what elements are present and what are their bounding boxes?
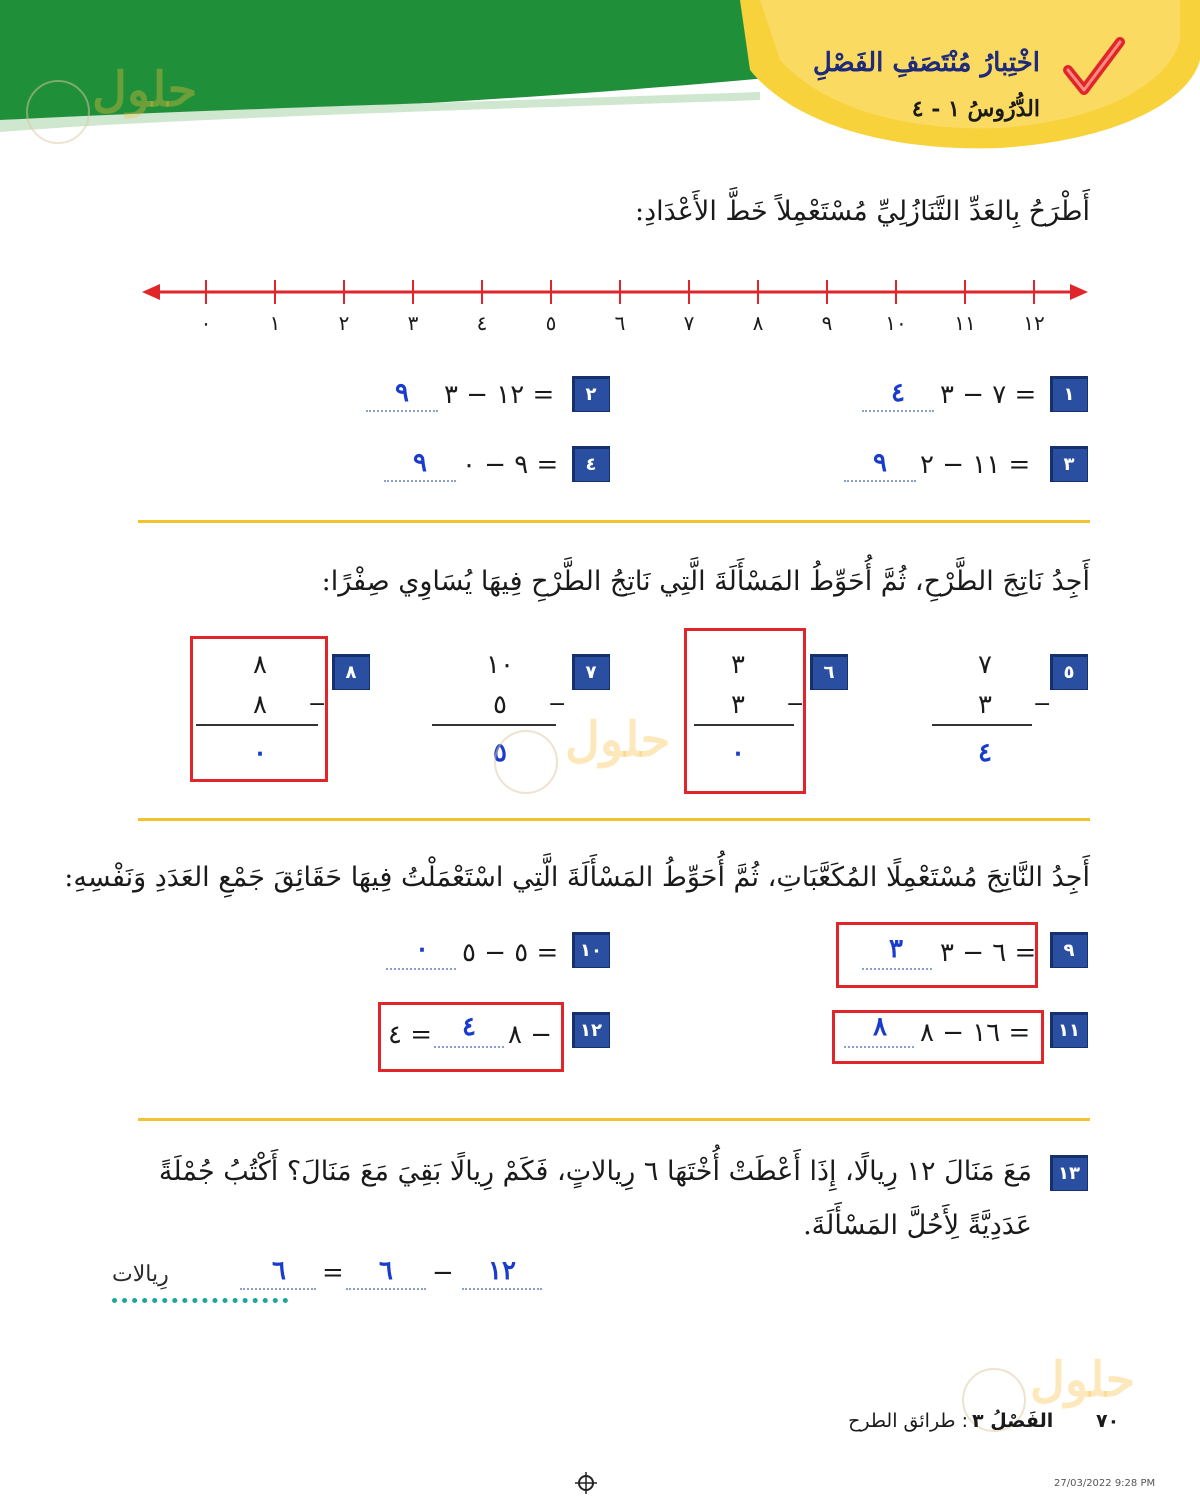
number-line-label: ٨ xyxy=(752,311,764,335)
question-number: ١٠ xyxy=(572,932,610,968)
question-number: ٩ xyxy=(1050,932,1088,968)
minuend: ٣ xyxy=(731,650,745,680)
answer-blank xyxy=(844,1046,914,1048)
chapter-label: الفَصْلُ ٣ xyxy=(972,1410,1054,1432)
answer: ٤ xyxy=(462,1012,476,1042)
number-line-label: ٢ xyxy=(338,311,350,335)
divider-3 xyxy=(138,1118,1090,1121)
watermark-logo-icon xyxy=(26,80,90,144)
wp-blank-b xyxy=(346,1288,426,1290)
watermark-text: حلول xyxy=(92,62,198,118)
number-line-label: ١ xyxy=(269,311,281,335)
wp-equals: = xyxy=(322,1258,344,1288)
answer-blank xyxy=(386,968,456,970)
question-number: ٣ xyxy=(1050,446,1088,482)
vertical-answer: ٤ xyxy=(978,738,992,768)
subtrahend: ٣ xyxy=(731,690,745,720)
watermark-text-middle: حلول xyxy=(565,712,671,768)
section1-instruction: أَطْرَحُ بِالعَدِّ التَّنَازُلِيِّ مُسْتَعْمِلاً خَطَّ الأَعْدَادِ: xyxy=(635,196,1090,227)
watermark-text-footer: حلول xyxy=(1030,1352,1136,1408)
number-line xyxy=(130,270,1100,350)
sum-line xyxy=(694,724,794,726)
question-number: ١٢ xyxy=(572,1012,610,1048)
question-number: ٨ xyxy=(332,654,370,690)
number-line-label: ٤ xyxy=(476,311,488,335)
number-line-label: ٦ xyxy=(614,311,626,335)
wp-result: ٦ xyxy=(272,1256,286,1286)
wp-blank-result xyxy=(240,1288,316,1290)
number-line-label: ١٠ xyxy=(885,311,907,335)
minus-sign: − xyxy=(548,692,567,717)
question-number: ٤ xyxy=(572,446,610,482)
divider-2 xyxy=(138,818,1090,821)
number-line-label: ١١ xyxy=(954,311,976,335)
page-number: ٧٠ xyxy=(1096,1410,1120,1432)
number-line-label: ٠ xyxy=(200,311,212,335)
question-expression-right: = ٤ xyxy=(388,1020,433,1050)
number-line-label: ٥ xyxy=(545,311,557,335)
wp-minus: − xyxy=(432,1258,454,1288)
left-arrow-icon xyxy=(142,284,160,300)
vertical-answer: ٠ xyxy=(253,738,267,768)
registration-mark-icon xyxy=(575,1472,597,1494)
question-number: ٦ xyxy=(810,654,848,690)
answer: ٩ xyxy=(873,448,887,478)
subtrahend: ٨ xyxy=(253,690,267,720)
minuend: ٨ xyxy=(253,650,267,680)
minus-sign: − xyxy=(786,692,805,717)
number-line-label: ٧ xyxy=(683,311,695,335)
minuend: ٧ xyxy=(978,650,992,680)
answer-blank xyxy=(862,410,934,412)
wp-number-a: ١٢ xyxy=(488,1256,516,1286)
question-expression: ٩ − ٠ = xyxy=(462,450,559,480)
sum-line xyxy=(932,724,1032,726)
answer: ٣ xyxy=(889,934,903,964)
subtrahend: ٣ xyxy=(978,690,992,720)
timestamp: 27/03/2022 9:28 PM xyxy=(1054,1478,1156,1489)
answer: ٩ xyxy=(395,378,409,408)
question-expression-left: ٨ − xyxy=(508,1020,553,1050)
number-line-label: ١٢ xyxy=(1023,311,1045,335)
question-expression: ١٦ − ٨ = xyxy=(920,1018,1031,1048)
page-title: اخْتِبارُ مُنْتَصَفِ الفَصْلِ xyxy=(812,48,1040,78)
vertical-answer: ٠ xyxy=(731,738,745,768)
wp-blank-a xyxy=(462,1288,542,1290)
wp-unit-underline xyxy=(112,1298,288,1303)
question-expression: ٥ − ٥ = xyxy=(462,938,559,968)
number-line-label: ٣ xyxy=(407,311,419,335)
question-number: ٥ xyxy=(1050,654,1088,690)
sum-line xyxy=(196,724,318,726)
question-expression: ٧ − ٣ = xyxy=(940,380,1037,410)
minuend: ١٠ xyxy=(486,650,514,680)
answer-blank xyxy=(844,480,916,482)
answer: ٠ xyxy=(415,934,429,964)
answer: ٨ xyxy=(873,1012,887,1042)
answer-blank xyxy=(434,1046,504,1048)
checkmark-icon xyxy=(1062,36,1126,98)
question-number: ١ xyxy=(1050,376,1088,412)
lessons-subtitle: الدُّرُوسُ ١ - ٤ xyxy=(911,96,1040,122)
question-number-13: ١٣ xyxy=(1050,1155,1088,1191)
right-arrow-icon xyxy=(1070,284,1088,300)
minus-sign: − xyxy=(308,692,327,717)
watermark-logo-icon-middle xyxy=(494,730,558,794)
question-expression: ١٢ − ٣ = xyxy=(444,380,555,410)
answer: ٩ xyxy=(413,448,427,478)
wp-unit: رِيالات xyxy=(112,1262,169,1287)
question-expression: ٦ − ٣ = xyxy=(940,938,1037,968)
question-number: ٢ xyxy=(572,376,610,412)
section3-instruction: أَجِدُ النَّاتِجَ مُسْتَعْمِلًا المُكَعَّبَاتِ، ثُمَّ أُحَوِّطُ المَسْأَلَةَ الَّتِي اسْتَعْمَلْتُ فِيهَا حَقَائِقَ جَمْعِ العَدَدِ وَنَفْسِهِ: xyxy=(64,862,1090,893)
subtrahend: ٥ xyxy=(493,690,507,720)
sum-line xyxy=(432,724,556,726)
answer-blank xyxy=(384,480,456,482)
number-line-label: ٩ xyxy=(821,311,833,335)
answer-blank xyxy=(366,410,438,412)
question-expression: ١١ − ٢ = xyxy=(920,450,1031,480)
wp-number-b: ٦ xyxy=(379,1256,393,1286)
answer: ٤ xyxy=(891,378,905,408)
question-number: ٧ xyxy=(572,654,610,690)
minus-sign: − xyxy=(1033,692,1052,717)
question-number: ١١ xyxy=(1050,1012,1088,1048)
answer-blank xyxy=(862,968,932,970)
vertical-answer: ٥ xyxy=(493,738,507,768)
section2-instruction: أَجِدُ نَاتِجَ الطَّرْحِ، ثُمَّ أُحَوِّطُ المَسْأَلَةَ الَّتِي نَاتِجُ الطَّرْحِ فِيهَا يُسَاوِي صِفْرًا: xyxy=(321,566,1090,597)
divider-1 xyxy=(138,520,1090,523)
chapter-title: : طرائق الطرح xyxy=(848,1410,968,1432)
word-problem-line-1: مَعَ مَنَالَ ١٢ رِيالًا، إِذَا أَعْطَتْ أُخْتَهَا ٦ رِيالاتٍ، فَكَمْ رِيالًا بَقِيَ مَعَ مَنَالَ؟ أَكْتُبُ جُمْلَةً xyxy=(158,1156,1032,1187)
word-problem-line-2: عَدَدِيَّةً لِأَحُلَّ المَسْأَلَةَ. xyxy=(803,1210,1032,1241)
